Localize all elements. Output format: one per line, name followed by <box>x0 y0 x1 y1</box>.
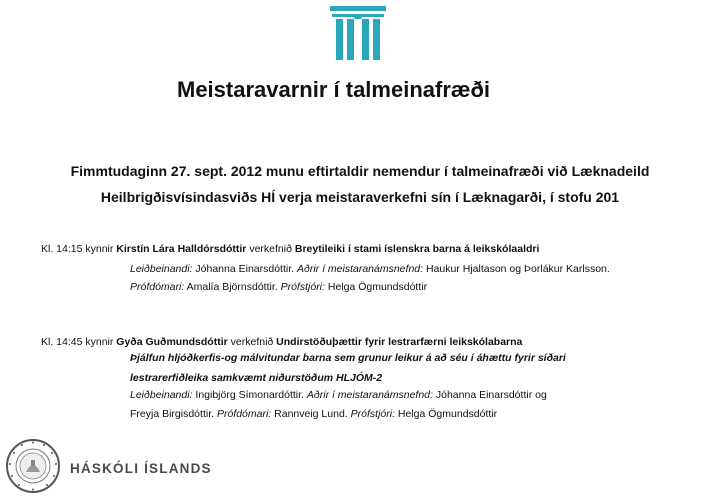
session-2-header: Kl. 14:45 kynnir Gyða Guðmundsdóttir verkefnið Undirstöðuþættir fyrir lestrarfærni leikskólabarna <box>41 336 523 348</box>
session-2-project: Undirstöðuþættir fyrir lestrarfærni leikskólabarna <box>276 336 523 348</box>
session-1-advisors: Leiðbeinandi: Jóhanna Einarsdóttir. Aðrir í meistaranámsnefnd: Haukur Hjaltason og Þorlákur Karlsson. <box>130 263 610 275</box>
session-2-subtitle-1: Þjálfun hljóðkerfis-og málvitundar barna sem grunur leikur á að séu í áhættu fyrir síðari <box>130 352 566 364</box>
university-columns-logo <box>330 0 386 60</box>
university-seal-logo <box>5 438 61 494</box>
session-2-subtitle-2: lestrarerfiðleika samkvæmt niðurstöðum HLJÓM-2 <box>130 372 383 384</box>
session-1-project: Breytileiki í stami íslenskra barna á leikskólaaldri <box>294 243 540 255</box>
session-2-advisors: Leiðbeinandi: Ingibjörg Símonardóttir. Aðrir í meistaranámsnefnd: Jóhanna Einarsdóttir og <box>130 389 547 401</box>
session-1-header: Kl. 14:15 kynnir Kirstín Lára Halldórsdóttir verkefnið Breytileiki í stami íslenskra barna á leikskólaaldri <box>41 243 540 255</box>
intro-paragraph <box>0 158 720 210</box>
intro-line-1: Fimmtudaginn 27. sept. 2012 munu eftirtaldir nemendur í talmeinafræði við Læknadeild <box>70 163 650 179</box>
session-1-student: Kirstín Lára Halldórsdóttir <box>116 243 247 255</box>
session-2-examiners: Freyja Birgisdóttir. Prófdómari: Rannveig Lund. Prófstjóri: Helga Ögmundsdóttir <box>130 408 498 420</box>
page-title: Meistaravarnir í talmeinafræði <box>177 77 491 102</box>
intro-line-2: Heilbrigðisvísindasviðs HÍ verja meistaraverkefni sín í Læknagarði, í stofu 201 <box>100 189 620 205</box>
session-1-examiners: Prófdómari: Amalía Björnsdóttir. Prófstjóri: Helga Ögmundsdóttir <box>130 281 428 293</box>
university-name: HÁSKÓLI ÍSLANDS <box>70 461 212 476</box>
session-2-student: Gyða Guðmundsdóttir <box>116 336 228 348</box>
